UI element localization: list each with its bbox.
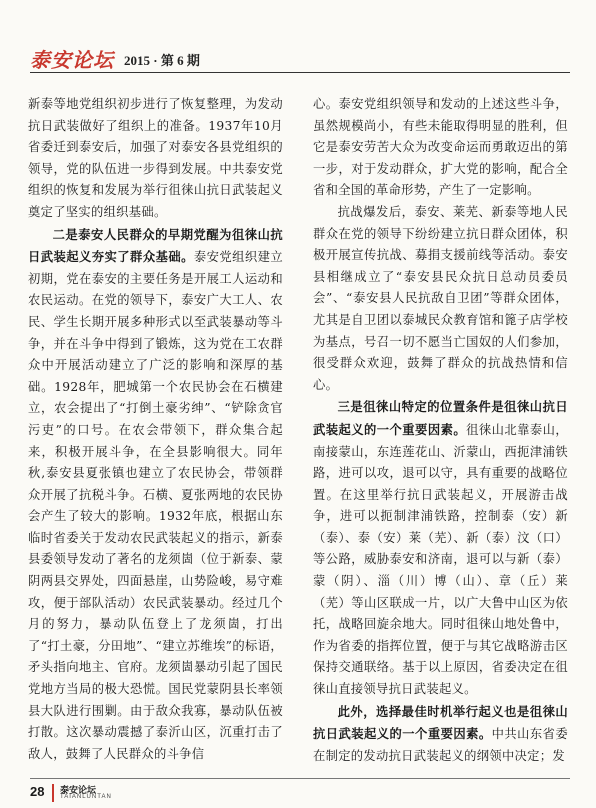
paragraph <box>313 396 568 700</box>
footer-rule <box>30 778 570 779</box>
page-header <box>30 44 570 74</box>
section-heading: 二是泰安人民群众的早期党醒为徂徕山抗日武装起义夯实了群众基础。 <box>28 226 283 265</box>
paragraph: 抗战爆发后，泰安、莱芜、新泰等地人民群众在党的领导下纷纷建立抗日群众团体，积极开展宣传抗战、募捐支援前线等活动。泰安县相继成立了“泰安县民众抗日总动员委员会”、“泰安县人民抗敌自卫团”等群众团体，尤其是自卫团以泰城民众教育馆和篦子店学校为基点，号召一切不愿当亡国奴的人们参加，很受群众欢迎，鼓舞了群众的抗战热情和信心。 <box>313 204 568 392</box>
header-rule <box>30 72 570 73</box>
right-column <box>313 94 568 767</box>
paragraph: 新泰等地党组织初步进行了恢复整理，为发动抗日武装做好了组织上的准备。1937年10月省委迁到泰安后，加强了对泰安各县党组织的领导，党的队伍进一步得到发展。中共泰安党组织的恢复和发展为举行徂徕山抗日武装起义奠定了坚实的组织基础。 <box>28 97 283 219</box>
footer-journal-pinyin: TAIANLUNTAN <box>60 794 112 800</box>
page-footer <box>30 782 230 804</box>
section-heading: 三是徂徕山特定的位置条件是徂徕山抗日武装起义的一个重要因素。 <box>313 399 568 437</box>
issue-label: 2015 · 第 6 期 <box>124 53 200 68</box>
paragraph <box>313 701 568 768</box>
paragraph-body: 徂徕山北靠泰山，南接蒙山，东连莲花山、沂蒙山，西扼津浦铁路，进可以攻，退可以守，具有重要的战略位置。在这里举行抗日武装起义，开展游击战争，进可以扼制津浦铁路，控制泰（安）新（泰）、泰（安）莱（芜）、新（泰）汶（口）等公路，威胁泰安和济南，退可以与新（泰）蒙（阴）、淄（川）博（山）、章（丘）莱（芜）等山区联成一片，以广大鲁中山区为依托，战略回旋余地大。同时徂徕山地处鲁中，作为省委的指挥位置，便于与其它战略游击区保持交通联络。基于以上原因，省委决定在徂徕山直接领导抗日武装起义。 <box>313 422 568 697</box>
paragraph-body: 泰安党组织建立初期，党在泰安的主要任务是开展工人运动和农民运动。在党的领导下，泰安广大工人、农民、学生长期开展多种形式以至武装暴动等斗争，并在斗争中得到了锻炼，这为党在工农群众中开展活动建立了广泛的影响和深厚的基础。1928年，肥城第一个农民协会在石横建立，农会提出了“打倒土豪劣绅”、“铲除贪官污吏”的口号。在农会带领下，群众集合起来，积极开展斗争，在全县影响很大。同年秋,泰安县夏张镇也建立了农民协会，带领群众开展了抗税斗争。石横、夏张两地的农民协会产生了较大的影响。1932年底，根据山东临时省委关于发动农民武装起义的指示，新泰县委领导发动了著名的龙须崮（位于新泰、蒙阴两县交界处，四面悬崖，山势险峻，易守难攻，便于部队活动）农民武装暴动。经过几个月的努力，暴动队伍登上了龙须崮，打出了“打土豪，分田地”、“建立苏维埃”的标语，矛头指向地主、官府。龙须崮暴动引起了国民党地方当局的极大恐慌。国民党蒙阴县长率领县大队进行围剿。由于敌众我寡，暴动队伍被打散。这次暴动震撼了泰沂山区，沉重打击了敌人，鼓舞了人民群众的斗争信 <box>28 250 283 761</box>
footer-journal-name: 泰安论坛 <box>60 786 97 796</box>
section-heading: 此外，选择最佳时机举行起义也是徂徕山抗日武装起义的一个重要因素。 <box>313 703 568 742</box>
page-number: 28 <box>30 784 45 799</box>
paragraph: 心。泰安党组织领导和发动的上述这些斗争，虽然规模尚小，有些未能取得明显的胜利，但它是泰安劳苦大众为改变命运而勇敢迈出的第一步，对于发动群众，扩大党的影响，配合全省和全国的革命形势，产生了一定影响。 <box>313 97 568 198</box>
left-column <box>28 94 283 765</box>
journal-logo: 泰安论坛 <box>30 48 114 72</box>
footer-accent-bar <box>52 784 54 802</box>
paragraph <box>28 224 283 766</box>
paragraph-body: 中共山东省委在制定的发动抗日武装起义的纲领中决定；发 <box>313 727 568 763</box>
